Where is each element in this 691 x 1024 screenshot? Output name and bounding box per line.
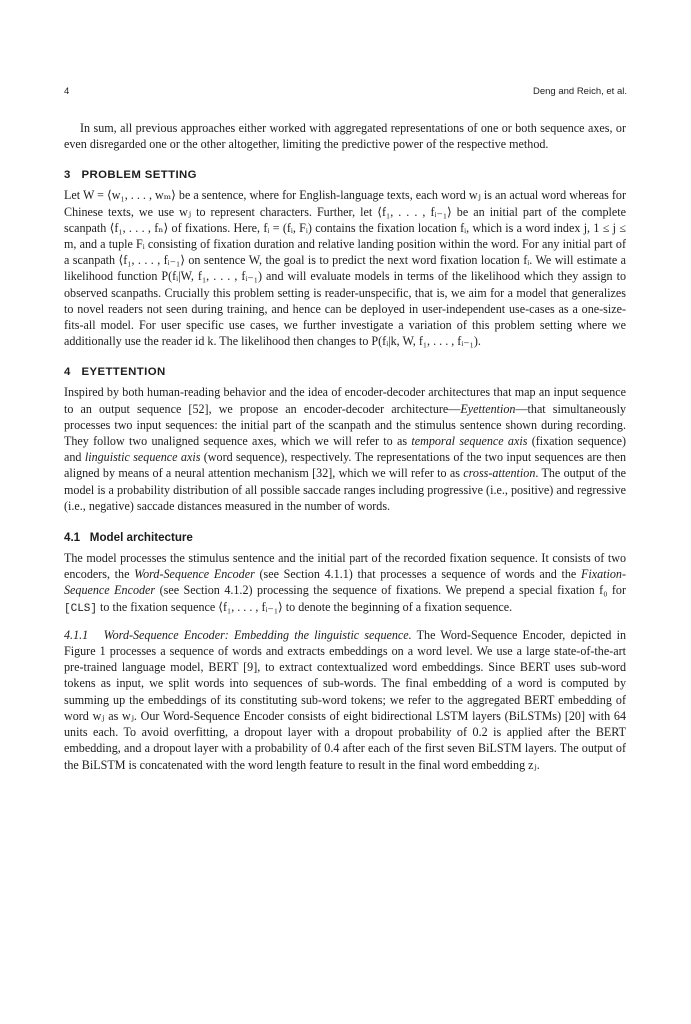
term-cross-attention: cross-attention xyxy=(463,466,536,481)
section-4-1-number: 4.1 xyxy=(64,531,81,545)
page-number: 4 xyxy=(64,86,70,97)
page-body xyxy=(64,120,626,773)
section-3-heading xyxy=(64,169,626,181)
intro-paragraph: In sum, all previous approaches either worked with aggregated representations of one or both sequence axes, or even disregarded one or the other altogether, limiting the predictive power of the respective method. xyxy=(64,121,626,152)
term-temporal-axis: temporal sequence axis xyxy=(411,434,528,449)
section-3-title: PROBLEM SETTING xyxy=(81,169,197,182)
section-4-title: EYETTENTION xyxy=(81,366,166,379)
term-fixation-sequence-encoder: Fixation-Sequence Encoder xyxy=(64,567,626,598)
term-linguistic-axis: linguistic sequence axis xyxy=(84,450,201,465)
section-4-1-1-body: The Word-Sequence Encoder, depicted in Figure 1 processes a sequence of words and extracts embeddings on a word level. We use a large state-of-the-art pre-trained language model, BERT [9], to extract contextualized word embeddings. Since BERT uses sub-word tokens as input, we split words into sequences of sub-words. The final embedding of a word is computed by summing up the embeddings of its constituting sub-word tokens; we refer to the aggregated BERT embedding of word wⱼ as wⱼ. Our Word-Sequence Encoder consists of eight bidirectional LSTM layers (BiLSTMs) [20] with 64 units each. To avoid overfitting, a dropout layer with a dropout probability of 0.2 is applied after the BERT embedding, and a dropout layer with a probability of 0.4 after each of the first seven BiLSTM layers. The output of the BiLSTM is concatenated with the word length feature to result in the final word embedding zⱼ. xyxy=(64,627,626,772)
term-word-sequence-encoder: Word-Sequence Encoder xyxy=(134,567,255,582)
section-3-body: Let W = ⟨w₁, . . . , wₘ⟩ be a sentence, where for English-language texts, each word wⱼ is an actual word whereas for Chinese texts, we use wⱼ to represent characters. Further, let ⟨f₁, . . . , fᵢ₋₁⟩ be an initial part of the complete scanpath ⟨f₁, . . . , fₙ⟩ of fixations. Here, fᵢ = (fᵢ, Fᵢ) contains the fixation location fᵢ, which is a word index j, 1 ≤ j ≤ m, and a tuple Fᵢ consisting of fixation duration and relative landing position within the word. For any initial part of a scanpath ⟨f₁, . . . , fᵢ₋₁⟩ on sentence W, the goal is to predict the next word fixation location fᵢ. We will estimate a likelihood function P(fᵢ|W, f₁, . . . , fᵢ₋₁) and will evaluate models in terms of the likelihood which they assign to observed scanpaths. Crucially this problem setting is reader-unspecific, that is, we aim for a model that generalizes to novel readers not seen during training, and hence can be deployed in user-independent use-cases as a one-size-fits-all model. For user specific use cases, we further investigate a variation of this problem setting where we additionally use the reader id k. The likelihood then changes to P(fᵢ|k, W, f₁, . . . , fᵢ₋₁). xyxy=(64,188,626,349)
section-4-1-heading xyxy=(64,531,626,544)
model-name: Eyettention xyxy=(460,401,516,416)
page-header xyxy=(64,86,627,100)
cls-token: [CLS] xyxy=(64,602,98,615)
section-4-1-1-title: Word-Sequence Encoder: Embedding the linguistic sequence. xyxy=(103,627,412,642)
section-4-number: 4 xyxy=(64,366,71,379)
section-4-1-body: The model processes the stimulus sentence and the initial part of the recorded fixation sequence. It consists of two encoders, the Word-Sequence Encoder (see Section 4.1.1) that processes a sequence of words and the Fixation-Sequence Encoder (see Section 4.1.2) processing the sequence of fixations. We prepend a special fixation f₀ for [CLS] to the fixation sequence ⟨f₁, . . . , fᵢ₋₁⟩ to denote the beginning of a fixation sequence. xyxy=(64,551,627,615)
section-3-number: 3 xyxy=(64,169,71,182)
section-4-1-1-paragraph xyxy=(64,627,626,773)
running-head: Deng and Reich, et al. xyxy=(532,86,627,97)
section-4-body: Inspired by both human-reading behavior and the idea of encoder-decoder architectures that map an input sequence to an output sequence [52], we propose an encoder-decoder architecture—Eyettention—that simultaneously processes two input sequences: the initial part of the scanpath and the stimulus sentence shown during recording. They follow two unaligned sequence axes, which we will refer to as temporal sequence axis (fixation sequence) and linguistic sequence axis (word sequence), respectively. The representations of the two input sequences are then aligned by means of a neural attention mechanism [32], which we will refer to as cross-attention. The output of the model is a probability distribution of all possible saccade ranges including progressive (i.e., positive) and regressive (i.e., negative) saccade distances measured in the number of words. xyxy=(64,385,626,513)
section-4-1-1-number: 4.1.1 xyxy=(64,627,89,642)
section-4-1-1-heading xyxy=(64,628,412,642)
section-4-heading xyxy=(64,366,626,378)
section-4-1-title: Model architecture xyxy=(89,531,193,545)
